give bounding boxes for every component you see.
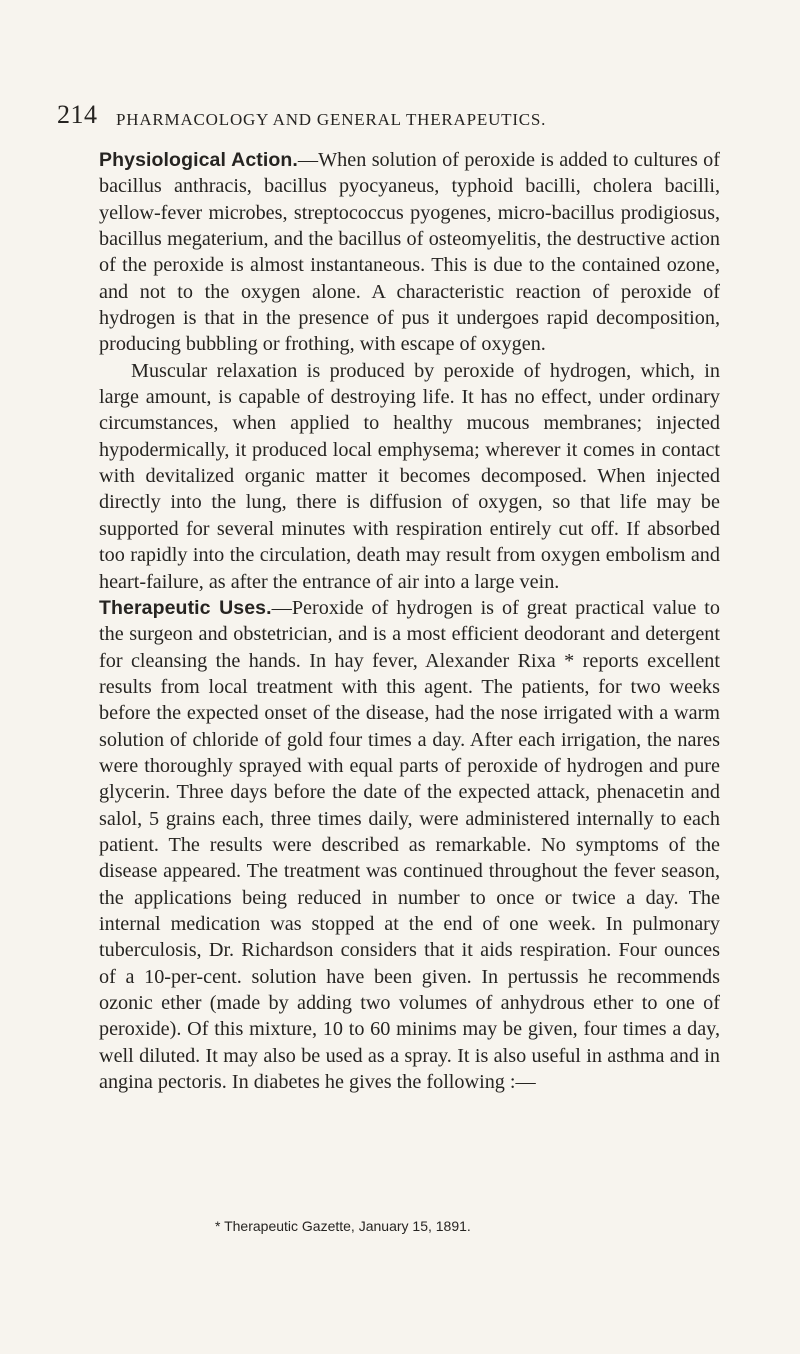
paragraph-therapeutic-uses — [99, 595, 720, 1096]
footnote: * Therapeutic Gazette, January 15, 1891. — [215, 1218, 471, 1234]
paragraph-text: Muscular relaxation is produced by peroxide of hydrogen, which, in large amount, is capable of destroying life. It has no effect, under ordinary circumstances, when applied to healthy mucous membranes; injected hypodermically, it produced local emphysema; wherever it comes in contact with devitalized organic matter it becomes decomposed. When injected directly into the lung, there is diffusion of oxygen, so that life may be supported for several minutes with respiration entirely cut off. If absorbed too rapidly into the circulation, death may result from oxygen embolism and heart-failure, as after the entrance of air into a large vein. — [99, 359, 720, 593]
page-number: 214 — [57, 100, 98, 129]
section-heading-physiological-action: Physiological Action. — [99, 149, 298, 171]
paragraph-muscular-relaxation — [99, 358, 720, 595]
section-heading-therapeutic-uses: Therapeutic Uses. — [99, 596, 272, 619]
paragraph-physiological-action — [99, 147, 720, 358]
body-text — [99, 147, 720, 1095]
running-title: PHARMACOLOGY AND GENERAL THERAPEUTICS. — [116, 110, 547, 129]
paragraph-text: —Peroxide of hydrogen is of great practical value to the surgeon and obstetrician, and is a most efficient deodorant and detergent for cleansing the hands. In hay fever, Alexander Rixa * reports excellent results from local treatment with this agent. The patients, for two weeks before the expected onset of the disease, had the nose irrigated with a warm solution of chloride of gold four times a day. After each irrigation, the nares were thoroughly sprayed with equal parts of peroxide of hydrogen and pure glycerin. Three days before the date of the expected attack, phenacetin and salol, 5 grains each, three times daily, were administered internally to each patient. The results were described as remarkable. No symptoms of the disease appeared. The treatment was continued throughout the fever season, the applications being reduced in number to once or twice a day. The internal medication was stopped at the end of one week. In pulmonary tuberculosis, Dr. Richardson considers that it aids respiration. Four ounces of a 10-per-cent. solution have been given. In pertussis he recommends ozonic ether (made by adding two volumes of anhydrous ether to one of peroxide). Of this mixture, 10 to 60 minims may be given, four times a day, well diluted. It may also be used as a spray. It is also useful in asthma and in angina pectoris. In diabetes he gives the following :— — [99, 596, 720, 1094]
running-head — [57, 100, 667, 134]
paragraph-text: —When solution of peroxide is added to cultures of bacillus anthracis, bacillus pyocyaneus, typhoid bacilli, cholera bacilli, yellow-fever microbes, streptococcus pyogenes, micro-bacillus prodigiosus, bacillus megaterium, and the bacillus of osteomyelitis, the destructive action of the peroxide is almost instantaneous. This is due to the contained ozone, and not to the oxygen alone. A characteristic reaction of peroxide of hydrogen is that in the presence of pus it undergoes rapid decomposition, producing bubbling or frothing, with escape of oxygen. — [99, 149, 720, 356]
